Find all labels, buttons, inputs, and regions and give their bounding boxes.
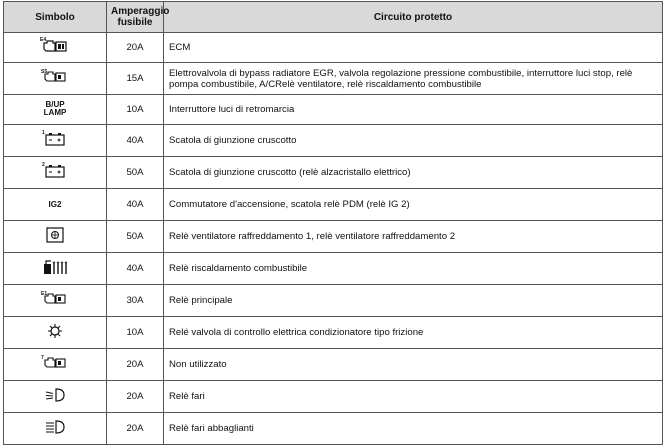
symbol-label: IG2 [48,200,62,209]
fuse-table [3,1,663,445]
ac-compressor-icon [47,323,63,342]
table-row [4,285,663,317]
high-beam-icon [45,420,65,437]
circuit-cell: Commutatore d'accensione, scatola relè PDM (relè IG 2) [164,189,663,221]
engine-ecu-icon [41,355,66,372]
table-row [4,317,663,349]
circuit-cell: Non utilizzato [164,349,663,381]
symbol-superscript: S5 [41,69,48,75]
headlamp-icon [45,388,65,405]
circuit-cell: Relè riscaldamento combustibile [164,253,663,285]
symbol-superscript: E1 [41,291,48,297]
table-row [4,221,663,253]
symbol-cell [4,317,107,349]
engine-ecu-icon [40,37,67,56]
table-row [4,33,663,63]
symbol-superscript: 2 [42,162,45,168]
amperage-cell: 50A [107,157,164,189]
circuit-cell: ECM [164,33,663,63]
amperage-cell: 20A [107,413,164,445]
fuel-heater-icon [43,259,67,278]
symbol-cell [4,285,107,317]
circuit-cell: Relè fari [164,381,663,413]
amperage-cell: 40A [107,125,164,157]
table-row [4,413,663,445]
symbol-cell [4,253,107,285]
circuit-cell: Scatola di giunzione cruscotto [164,125,663,157]
circuit-cell: Relè principale [164,285,663,317]
circuit-cell: Scatola di giunzione cruscotto (relè alzacristallo elettrico) [164,157,663,189]
symbol-label: B/UP LAMP [43,100,67,117]
amperage-cell: 20A [107,33,164,63]
symbol-cell [4,381,107,413]
table-row [4,253,663,285]
symbol-cell [4,125,107,157]
circuit-cell: Interruttore luci di retromarcia [164,95,663,125]
symbol-cell [4,349,107,381]
table-row [4,189,663,221]
amperage-cell: 10A [107,317,164,349]
symbol-superscript: 7 [41,355,44,361]
amperage-cell: 10A [107,95,164,125]
circuit-cell: Relè ventilatore raffreddamento 1, relè ventilatore raffreddamento 2 [164,221,663,253]
table-row [4,125,663,157]
circuit-cell: Relé valvola di controllo elettrica condizionatore tipo frizione [164,317,663,349]
engine-ecu-icon [41,69,66,86]
symbol-cell [4,189,107,221]
symbol-cell [4,33,107,63]
symbol-cell [4,95,107,125]
header-amperage: Amperaggio fusibile [107,2,164,33]
table-header-row [4,2,663,33]
amperage-cell: 20A [107,349,164,381]
amperage-cell: 30A [107,285,164,317]
battery-icon [42,130,65,149]
table-row [4,95,663,125]
symbol-cell [4,221,107,253]
amperage-cell: 15A [107,63,164,95]
amperage-cell: 50A [107,221,164,253]
amperage-cell: 20A [107,381,164,413]
header-symbol: Simbolo [4,2,107,33]
symbol-cell [4,157,107,189]
symbol-cell [4,63,107,95]
table-row [4,381,663,413]
engine-ecu-icon [41,291,66,308]
circuit-cell: Relè fari abbaglianti [164,413,663,445]
symbol-superscript: E4 [40,37,47,43]
radiator-fan-icon [46,227,64,246]
header-circuit: Circuito protetto [164,2,663,33]
battery-icon [42,162,65,181]
symbol-cell [4,413,107,445]
table-row [4,157,663,189]
symbol-superscript: 1 [42,130,45,136]
amperage-cell: 40A [107,253,164,285]
table-row [4,63,663,95]
circuit-cell: Elettrovalvola di bypass radiatore EGR, valvola regolazione pressione combustibile, interruttore luci stop, relè pompa combustibile, A/CRelè ventilatore, relè riscaldamento combustibile [164,63,663,95]
table-row [4,349,663,381]
amperage-cell: 40A [107,189,164,221]
